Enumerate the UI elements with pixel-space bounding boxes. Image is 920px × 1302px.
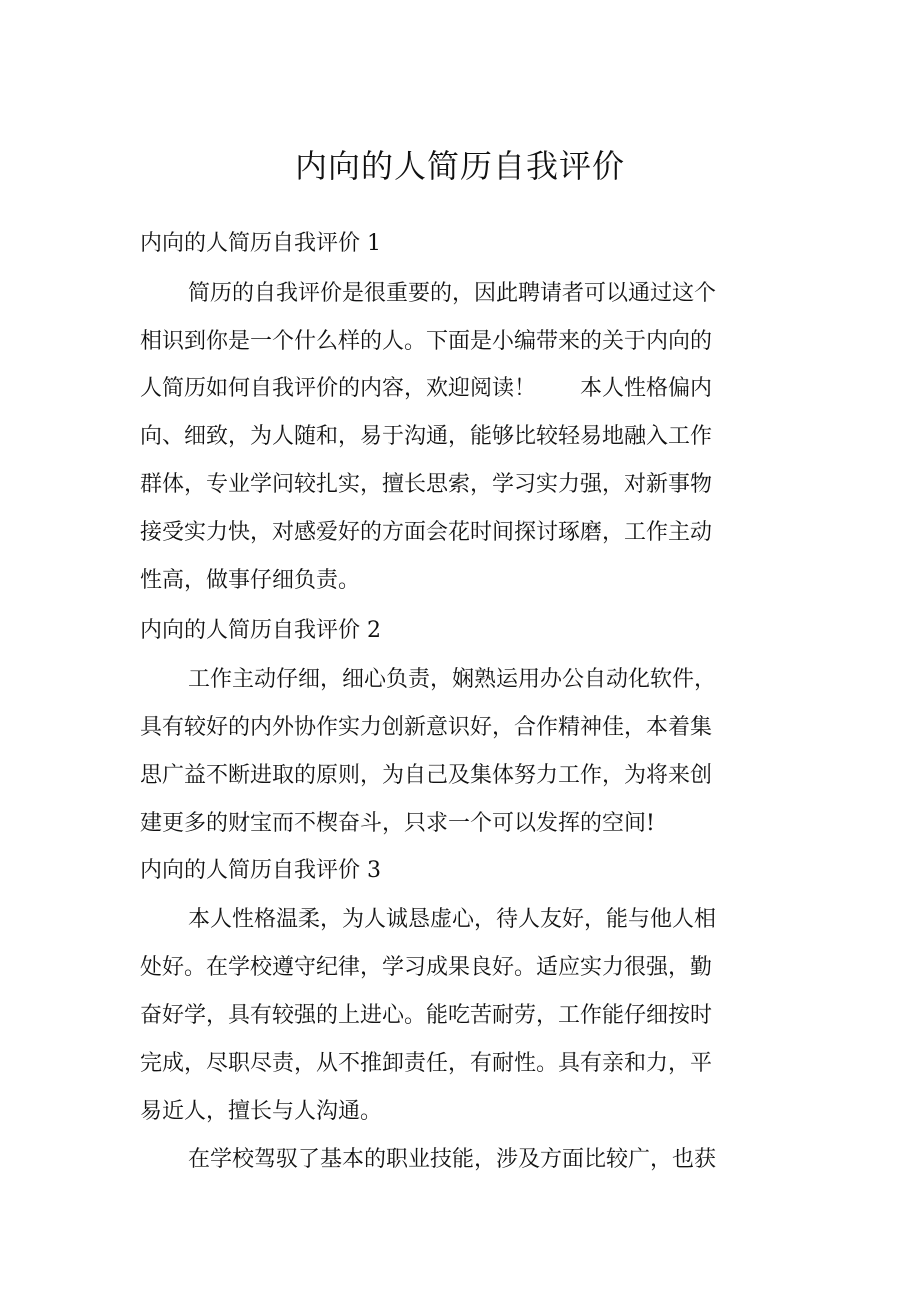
section-heading-2: 内向的人简历自我评价 2 [140,618,381,643]
paragraph-line: 具有较好的内外协作实力创新意识好，合作精神佳，本着集 [140,715,713,740]
paragraph-line: 相识到你是一个什么样的人。下面是小编带来的关于内向的 [140,329,713,354]
paragraph-line: 易近人，擅长与人沟通。 [140,1099,383,1124]
paragraph-line: 性高，做事仔细负责。 [140,568,361,593]
paragraph-line: 工作主动仔细，细心负责，娴熟运用办公自动化软件， [188,667,717,692]
paragraph-line: 接受实力快，对感爱好的方面会花时间探讨琢磨，工作主动 [140,520,713,545]
section-heading-1: 内向的人简历自我评价 1 [140,231,381,256]
paragraph-line: 建更多的财宝而不楔奋斗，只求一个可以发挥的空间! [140,811,655,836]
paragraph-line: 简历的自我评价是很重要的，因此聘请者可以通过这个 [188,281,717,306]
paragraph-line: 处好。在学校遵守纪律，学习成果良好。适应实力很强，勤 [140,955,713,980]
paragraph-line: 人简历如何自我评价的内容，欢迎阅读！ 本人性格偏内 [140,376,713,401]
paragraph-line: 完成，尽职尽责，从不推卸责任，有耐性。具有亲和力，平 [140,1051,713,1076]
section-heading-3: 内向的人简历自我评价 3 [140,858,381,883]
paragraph-line: 奋好学，具有较强的上进心。能吃苦耐劳，工作能仔细按时 [140,1003,713,1028]
paragraph-line: 在学校驾驭了基本的职业技能，涉及方面比较广，也获 [188,1147,717,1172]
paragraph-line: 向、细致，为人随和，易于沟通，能够比较轻易地融入工作 [140,424,713,449]
document-title: 内向的人简历自我评价 [294,147,625,185]
paragraph-line: 思广益不断进取的原则，为自己及集体努力工作，为将来创 [140,763,713,788]
paragraph-line: 群体，专业学问较扎实，擅长思索，学习实力强，对新事物 [140,472,713,497]
paragraph-line: 本人性格温柔，为人诚恳虚心，待人友好，能与他人相 [188,907,717,932]
